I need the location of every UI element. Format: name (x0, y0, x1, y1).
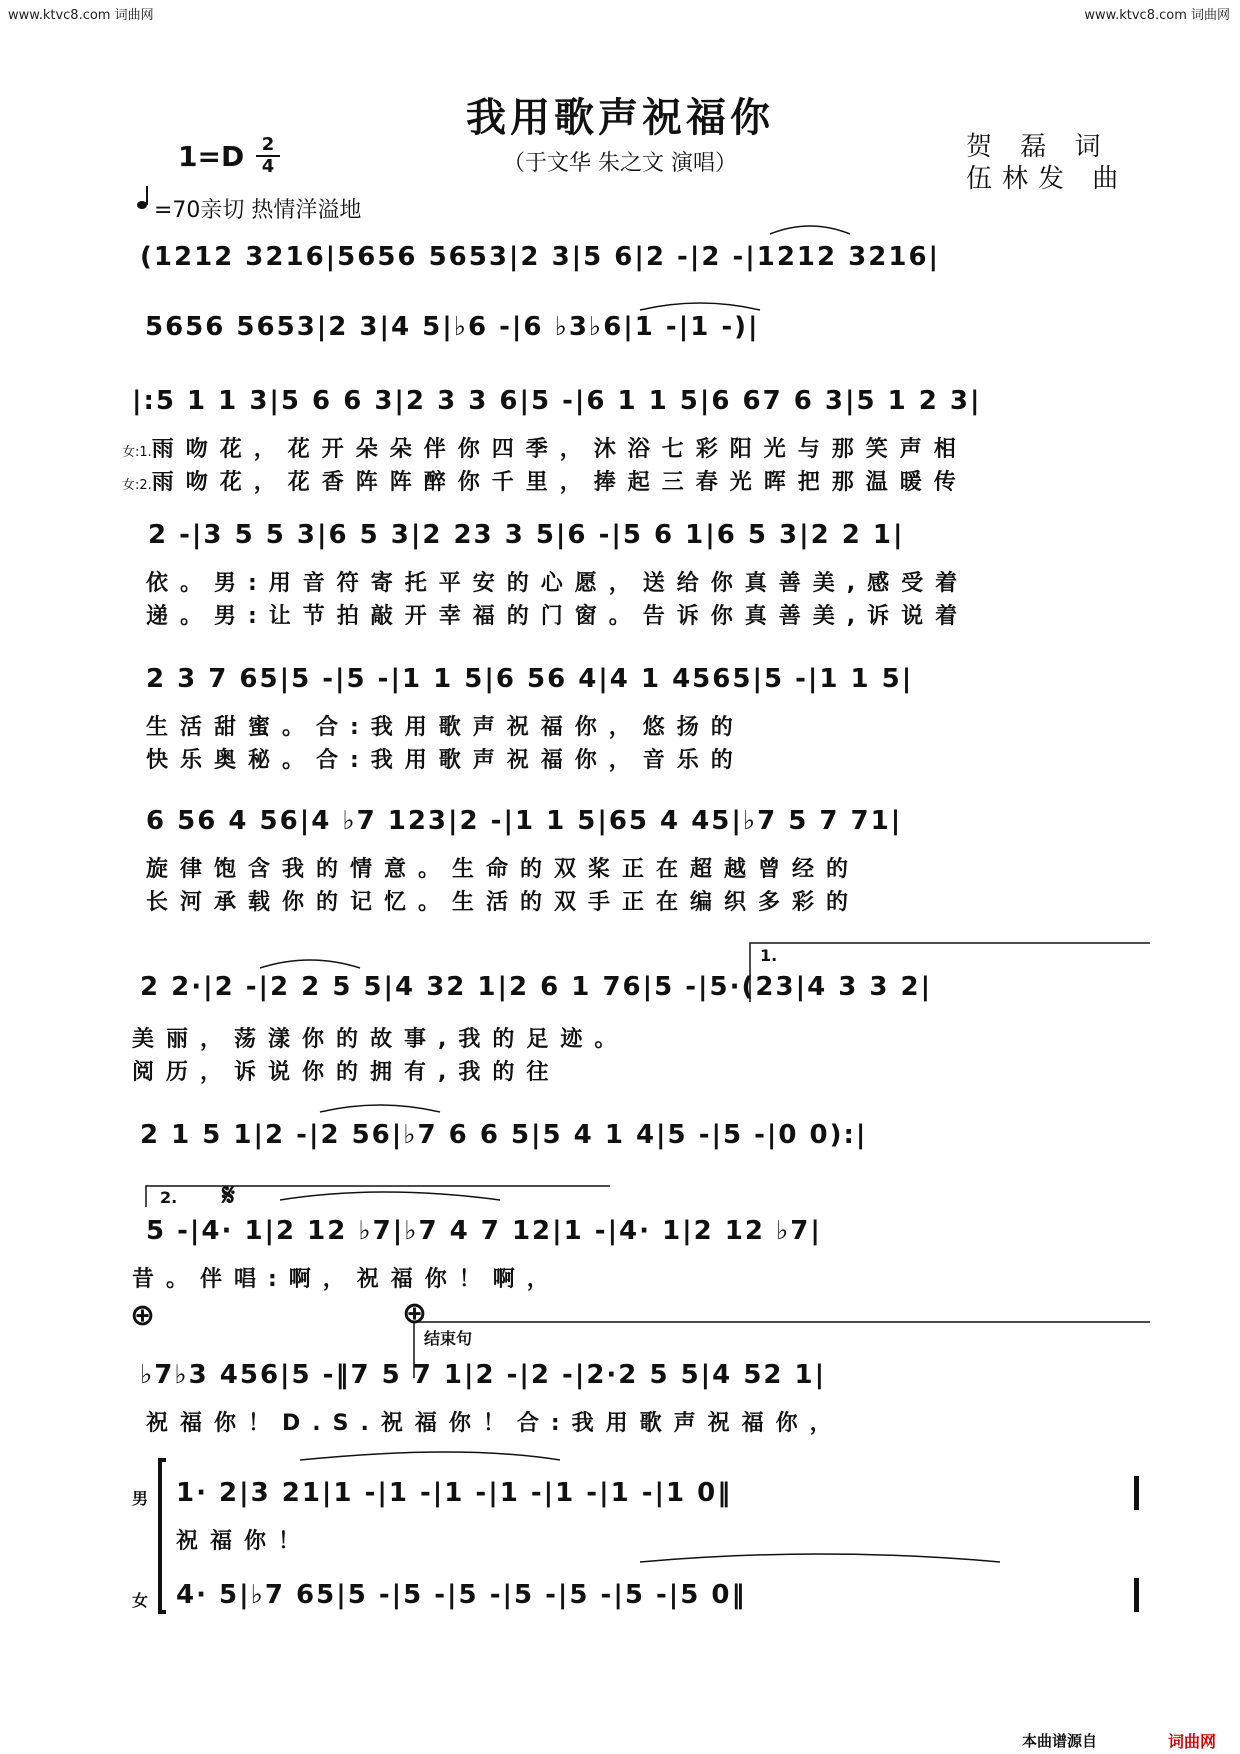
lyric-row-9: 昔。伴唱:啊，祝福你！啊， (132, 1267, 561, 1292)
score-row-7: 2 2·|2 -|2 2 5 5|4 32 1|2 6 1 76|5 -|5·(23|4 3 3 2| (140, 972, 933, 1002)
lyric-text: 雨吻花，花开朵朵伴你四季，沐浴七彩阳光与那笑声相 (151, 437, 968, 462)
footer-brand-logo: 词曲网 (1168, 1732, 1217, 1751)
score-row-9: 5 -|4· 1|2 12 ♭7|♭7 4 7 12|1 -|4· 1|2 12 ♭7| (146, 1216, 822, 1246)
lyric-row-7-verse-2: 阅历，诉说你的拥有,我的往 (132, 1060, 561, 1085)
lyric-label: 女:1. (122, 445, 152, 460)
score-row-3: |:5 1 1 3|5 6 6 3|2 3 3 6|5 -|6 1 1 5|6 67 6 3|5 1 2 3| (132, 386, 982, 416)
score-row-female: 4· 5|♭7 65|5 -|5 -|5 -|5 -|5 -|5 -|5 0‖ (176, 1580, 747, 1610)
slur (320, 1105, 440, 1112)
score-row-8: 2 1 5 1|2 -|2 56|♭7 6 6 5|5 4 1 4|5 -|5 -|0 0):| (140, 1120, 868, 1150)
slur (770, 226, 850, 234)
time-signature-bottom: 4 (261, 156, 275, 177)
system-bracket (160, 1460, 166, 1612)
volta-2-label: 2. (160, 1188, 178, 1207)
lyric-row-6-verse-1: 旋律饱含我的情意。生命的双桨正在超越曾经的 (146, 857, 861, 882)
slur (640, 303, 760, 310)
male-part-label: 男 (132, 1489, 149, 1508)
slur (300, 1452, 560, 1460)
key-signature: 1=D (178, 140, 245, 173)
score-row-10: ♭7♭3 456|5 -‖7 5 7 1|2 -|2 -|2·2 5 5|4 52 1| (140, 1360, 827, 1390)
score-row-6: 6 56 4 56|4 ♭7 123|2 -|1 1 5|65 4 45|♭7 5 7 71| (146, 806, 903, 836)
slur (280, 1192, 500, 1200)
coda-icon: ⊕ (402, 1296, 428, 1331)
score-row-male: 1· 2|3 21|1 -|1 -|1 -|1 -|1 -|1 -|1 0‖ (176, 1478, 733, 1508)
tempo-marking: =70亲切 热情洋溢地 (154, 198, 362, 223)
final-barline-male (1134, 1476, 1139, 1510)
quarter-note-icon (137, 186, 147, 209)
song-title: 我用歌声祝福你 (466, 95, 774, 141)
header-site-left: www.ktvc8.com 词曲网 (8, 8, 154, 23)
slur (260, 960, 360, 968)
lyric-row-5-verse-1: 生活甜蜜。合:我用歌声祝福你，悠扬的 (146, 715, 745, 740)
score-row-4: 2 -|3 5 5 3|6 5 3|2 23 3 5|6 -|5 6 1|6 5 3|2 2 1| (148, 520, 905, 550)
final-barline-female (1134, 1578, 1139, 1612)
coda-label: 结束句 (424, 1329, 473, 1348)
header-site-right: www.ktvc8.com 词曲网 (1084, 8, 1230, 23)
volta-bracket-2 (146, 1186, 610, 1207)
composer-credit: 伍林发 曲 (966, 164, 1129, 194)
lyric-row-3-verse-2 (122, 465, 968, 496)
lyric-row-male: 祝福你！ (176, 1529, 313, 1554)
lyric-row-3-verse-1 (122, 432, 968, 463)
lyric-row-4-verse-2: 递。男:让节拍敲开幸福的门窗。告诉你真善美,诉说着 (146, 604, 970, 629)
slur (640, 1554, 1000, 1562)
volta-1-label: 1. (760, 946, 778, 965)
coda-icon: ⊕ (130, 1298, 156, 1333)
lyric-row-7-verse-1: 美丽，荡漾你的故事,我的足迹。 (132, 1027, 629, 1052)
lyric-row-10: 祝福你！D.S.祝福你！合:我用歌声祝福你， (146, 1411, 844, 1436)
lyric-text: 雨吻花，花香阵阵醉你千里，捧起三春光晖把那温暖传 (151, 470, 968, 495)
time-signature-top: 2 (261, 134, 275, 155)
female-part-label: 女 (132, 1591, 149, 1610)
lyric-row-6-verse-2: 长河承载你的记忆。生活的双手正在编织多彩的 (146, 890, 861, 915)
lyric-row-5-verse-2: 快乐奥秘。合:我用歌声祝福你，音乐的 (146, 748, 745, 773)
lyric-row-4-verse-1: 依。男:用音符寄托平安的心愿，送给你真善美,感受着 (146, 571, 970, 596)
score-row-5: 2 3 7 65|5 -|5 -|1 1 5|6 56 4|4 1 4565|5 -|1 1 5| (146, 664, 914, 694)
song-singers: （于文华 朱之文 演唱） (503, 151, 737, 176)
segno-icon: 𝄋 (222, 1178, 235, 1213)
lyricist-credit: 贺 磊 词 (966, 132, 1111, 162)
score-row-2: 5656 5653|2 3|4 5|♭6 -|6 ♭3♭6|1 -|1 -)| (145, 312, 760, 342)
footer-source: 本曲谱源自 (1022, 1732, 1098, 1750)
score-row-1: (1212 3216|5656 5653|2 3|5 6|2 -|2 -|1212 3216| (140, 242, 941, 272)
lyric-label: 女:2. (122, 478, 152, 493)
time-signature (256, 136, 280, 176)
